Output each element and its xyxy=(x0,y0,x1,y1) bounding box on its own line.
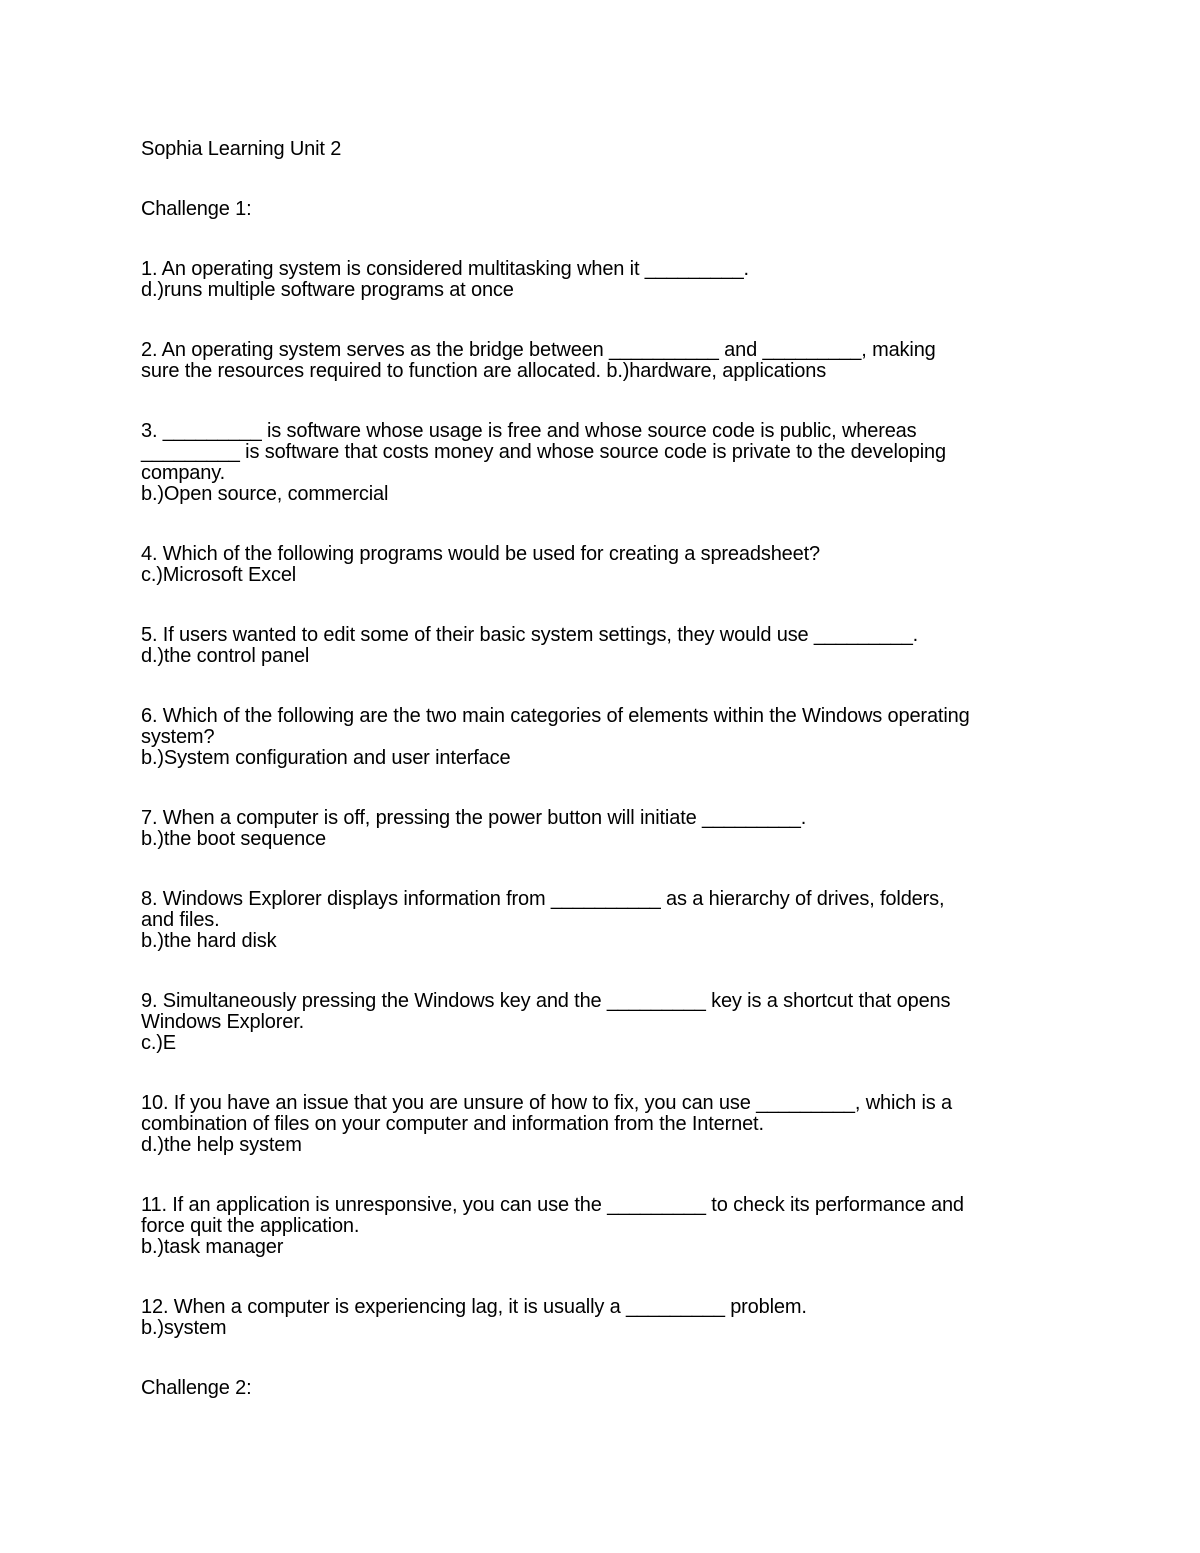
question-11-line-2: force quit the application. xyxy=(141,1215,360,1237)
question-10-line-1: 10. If you have an issue that you are unsure of how to fix, you can use _________, which is a xyxy=(141,1092,953,1114)
question-7-line-1: 7. When a computer is off, pressing the power button will initiate _________. xyxy=(141,807,807,829)
question-3 xyxy=(141,421,1071,505)
question-10 xyxy=(141,1093,1071,1156)
question-12-answer: b.)system xyxy=(141,1317,227,1339)
question-8-line-2: and files. xyxy=(141,909,220,931)
question-11 xyxy=(141,1195,1071,1258)
question-3-line-3: company. xyxy=(141,462,226,484)
question-9-line-1: 9. Simultaneously pressing the Windows key and the _________ key is a shortcut that opens xyxy=(141,990,951,1012)
question-9 xyxy=(141,991,1071,1054)
question-11-line-1: 11. If an application is unresponsive, you can use the _________ to check its performance and xyxy=(141,1194,964,1216)
document-title: Sophia Learning Unit 2 xyxy=(141,138,342,160)
question-6 xyxy=(141,706,1071,769)
question-2-line-1: 2. An operating system serves as the bridge between __________ and _________, making xyxy=(141,339,936,361)
question-5-answer: d.)the control panel xyxy=(141,645,310,667)
question-10-line-2: combination of files on your computer and information from the Internet. xyxy=(141,1113,764,1135)
question-8-line-1: 8. Windows Explorer displays information from __________ as a hierarchy of drives, folders, xyxy=(141,888,945,910)
question-4-line-1: 4. Which of the following programs would be used for creating a spreadsheet? xyxy=(141,543,820,565)
question-7 xyxy=(141,808,1071,850)
question-1 xyxy=(141,259,1071,301)
question-3-answer: b.)Open source, commercial xyxy=(141,483,389,505)
question-11-answer: b.)task manager xyxy=(141,1236,284,1258)
question-5-line-1: 5. If users wanted to edit some of their basic system settings, they would use _________. xyxy=(141,624,919,646)
question-4 xyxy=(141,544,1071,586)
question-6-line-2: system? xyxy=(141,726,215,748)
question-4-answer: c.)Microsoft Excel xyxy=(141,564,297,586)
question-9-answer: c.)E xyxy=(141,1032,176,1054)
question-12-line-1: 12. When a computer is experiencing lag, it is usually a _________ problem. xyxy=(141,1296,807,1318)
question-8 xyxy=(141,889,1071,952)
question-1-answer: d.)runs multiple software programs at once xyxy=(141,279,514,301)
question-2-line-2: sure the resources required to function are allocated. b.)hardware, applications xyxy=(141,360,827,382)
question-8-answer: b.)the hard disk xyxy=(141,930,277,952)
question-2 xyxy=(141,340,1071,382)
question-7-answer: b.)the boot sequence xyxy=(141,828,326,850)
question-5 xyxy=(141,625,1071,667)
question-1-line-1: 1. An operating system is considered multitasking when it _________. xyxy=(141,258,749,280)
challenge-1-heading: Challenge 1: xyxy=(141,198,252,220)
question-3-line-1: 3. _________ is software whose usage is free and whose source code is public, whereas xyxy=(141,420,917,442)
question-6-line-1: 6. Which of the following are the two main categories of elements within the Windows operating xyxy=(141,705,970,727)
question-12 xyxy=(141,1297,1071,1339)
challenge-2-heading: Challenge 2: xyxy=(141,1377,252,1399)
question-9-line-2: Windows Explorer. xyxy=(141,1011,305,1033)
question-6-answer: b.)System configuration and user interface xyxy=(141,747,511,769)
question-3-line-2: _________ is software that costs money and whose source code is private to the developing xyxy=(141,441,946,463)
document-content xyxy=(141,139,1071,1402)
question-10-answer: d.)the help system xyxy=(141,1134,302,1156)
